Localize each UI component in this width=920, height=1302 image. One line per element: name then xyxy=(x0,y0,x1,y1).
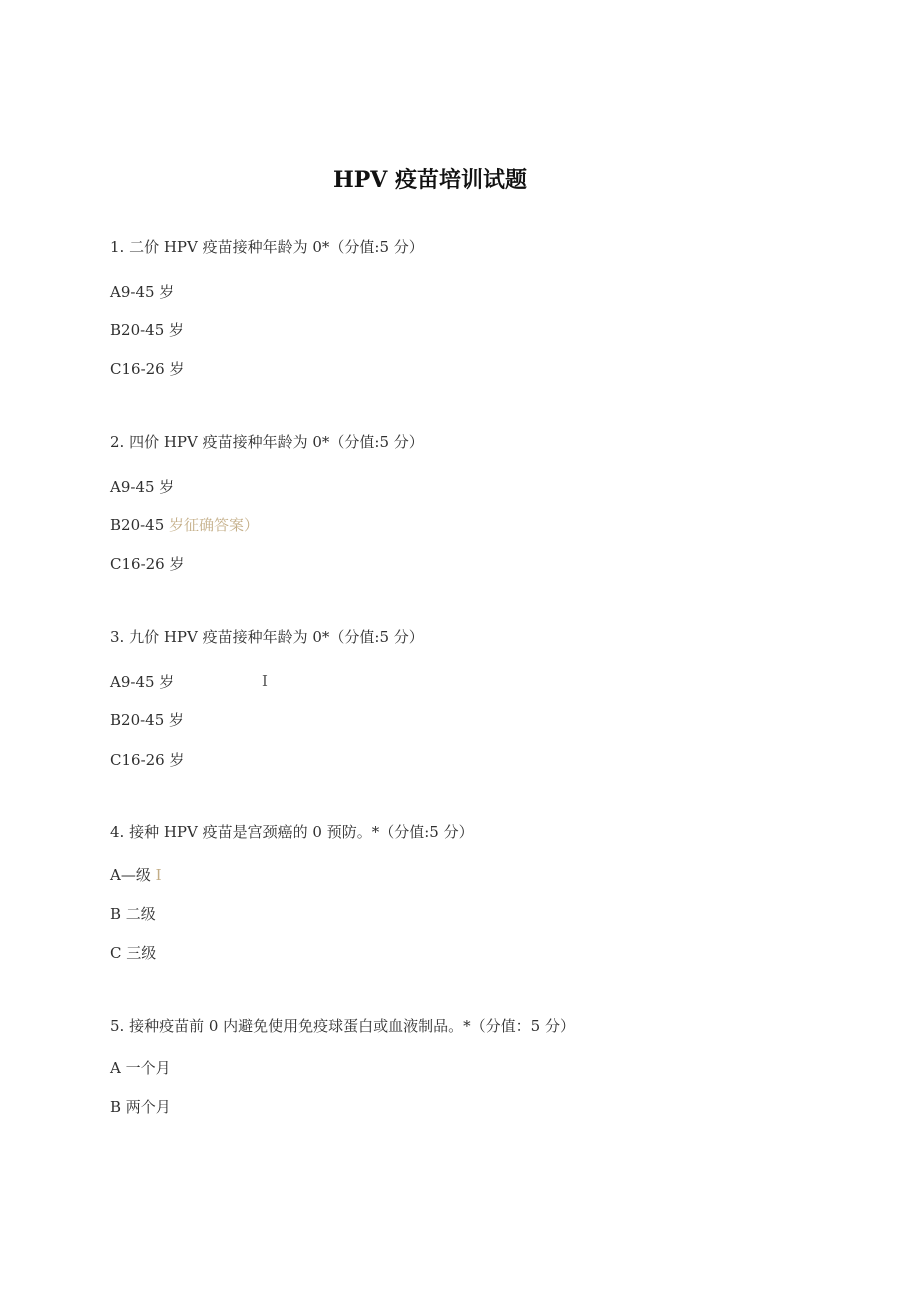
question-1-option-b: B20-45 岁 xyxy=(110,321,185,339)
question-2-option-c: C16-26 岁 xyxy=(110,555,185,573)
question-2-option-b-label: B20-45 xyxy=(110,516,170,534)
question-4: 4. 接种 HPV 疫苗是宫颈癌的 0 预防。*（分值:5 分） xyxy=(110,823,474,841)
question-3-option-b: B20-45 岁 xyxy=(110,711,185,729)
question-1-option-c: C16-26 岁 xyxy=(110,360,185,378)
question-1-option-a: A9-45 岁 xyxy=(110,283,175,301)
question-3-option-c: C16-26 岁 xyxy=(110,751,185,769)
question-5-option-a: A 一个月 xyxy=(110,1059,171,1077)
question-4-option-a-label: A—级 xyxy=(110,866,156,884)
question-5: 5. 接种疫苗前 0 内避免使用免疫球蛋白或血液制品。*（分值：5 分） xyxy=(110,1017,575,1035)
question-4-option-b: B 二级 xyxy=(110,905,156,923)
question-2-option-a: A9-45 岁 xyxy=(110,478,175,496)
answer-mark: I xyxy=(155,866,162,884)
text-cursor-mark: I xyxy=(262,672,268,690)
question-1: 1. 二价 HPV 疫苗接种年龄为 0*（分值:5 分） xyxy=(110,238,424,256)
page-title: HPV 疫苗培训试题 xyxy=(332,167,528,193)
question-5-option-b: B 两个月 xyxy=(110,1098,171,1116)
correct-answer-note: 岁征确答案） xyxy=(169,516,260,534)
question-2: 2. 四价 HPV 疫苗接种年龄为 0*（分值:5 分） xyxy=(110,433,424,451)
question-3-option-a: A9-45 岁 xyxy=(110,673,175,691)
question-4-option-c: C 三级 xyxy=(110,944,157,962)
question-2-option-b xyxy=(110,515,259,535)
question-3: 3. 九价 HPV 疫苗接种年龄为 0*（分值:5 分） xyxy=(110,628,424,646)
question-4-option-a xyxy=(110,865,162,885)
